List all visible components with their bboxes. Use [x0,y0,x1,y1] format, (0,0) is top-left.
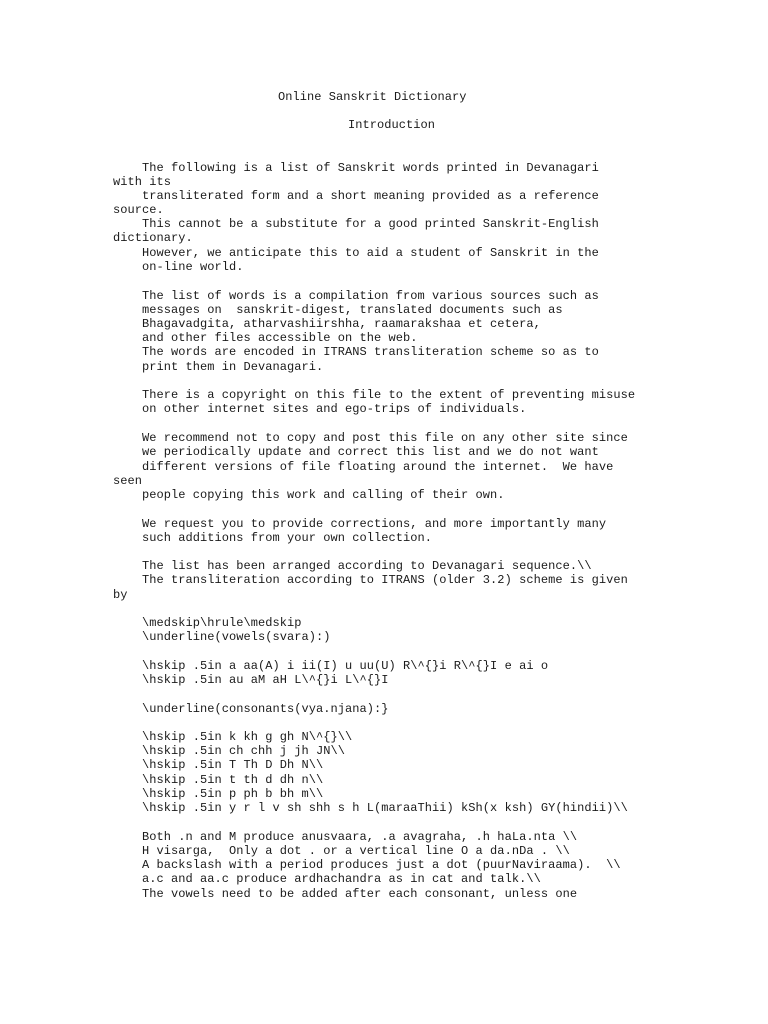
latex-line: \hskip .5in au aM aH L\^{}i L\^{}I [113,673,389,687]
body-line: print them in Devanagari. [113,360,324,374]
body-line: The following is a list of Sanskrit words printed in Devanagari [113,161,599,175]
latex-line: \hskip .5in ch chh j jh JN\\ [113,744,346,758]
body-line: The list of words is a compilation from various sources such as [113,289,599,303]
document-title: Online Sanskrit Dictionary [278,90,467,104]
body-line: a.c and aa.c produce ardhachandra as in cat and talk.\\ [113,872,541,886]
body-line: messages on sanskrit-digest, translated documents such as [113,303,563,317]
body-line: dictionary. [113,231,193,245]
body-line: we periodically update and correct this list and we do not want [113,445,599,459]
body-line: We recommend not to copy and post this file on any other site since [113,431,628,445]
body-line: on other internet sites and ego-trips of individuals. [113,402,527,416]
body-line: Both .n and M produce anusvaara, .a avagraha, .h haLa.nta \\ [113,830,578,844]
latex-line: \underline(vowels(svara):) [113,630,331,644]
body-line: However, we anticipate this to aid a student of Sanskrit in the [113,246,599,260]
body-line: The vowels need to be added after each consonant, unless one [113,887,578,901]
body-line: by [113,588,128,602]
document-subtitle: Introduction [348,118,436,132]
body-line: on-line world. [113,260,244,274]
body-line: such additions from your own collection. [113,531,433,545]
body-line: The words are encoded in ITRANS transliteration scheme so as to [113,345,599,359]
latex-line: \underline(consonants(vya.njana):} [113,702,389,716]
body-line: A backslash with a period produces just a dot (puurNaviraama). \\ [113,858,621,872]
body-line: people copying this work and calling of their own. [113,488,505,502]
body-line: The transliteration according to ITRANS (older 3.2) scheme is given [113,573,628,587]
body-line: There is a copyright on this file to the extent of preventing misuse [113,388,636,402]
latex-line: \hskip .5in y r l v sh shh s h L(maraaThii) kSh(x ksh) GY(hindii)\\ [113,801,628,815]
body-line: seen [113,474,143,488]
body-line: Bhagavadgita, atharvashiirshha, raamarakshaa et cetera, [113,317,541,331]
body-line: The list has been arranged according to Devanagari sequence.\\ [113,559,592,573]
body-line: We request you to provide corrections, and more importantly many [113,517,607,531]
body-line: with its [113,175,172,189]
latex-line: \hskip .5in t th d dh n\\ [113,773,324,787]
body-line: transliterated form and a short meaning provided as a reference [113,189,599,203]
latex-line: \hskip .5in a aa(A) i ii(I) u uu(U) R\^{}i R\^{}I e ai o [113,659,549,673]
latex-line: \hskip .5in k kh g gh N\^{}\\ [113,730,353,744]
body-line: different versions of file floating around the internet. We have [113,460,614,474]
latex-line: \hskip .5in p ph b bh m\\ [113,787,324,801]
body-line: source. [113,203,164,217]
body-line: This cannot be a substitute for a good printed Sanskrit-English [113,217,599,231]
body-line: and other files accessible on the web. [113,331,418,345]
latex-line: \hskip .5in T Th D Dh N\\ [113,758,324,772]
body-line: H visarga, Only a dot . or a vertical line O a da.nDa . \\ [113,844,570,858]
latex-line: \medskip\hrule\medskip [113,616,302,630]
